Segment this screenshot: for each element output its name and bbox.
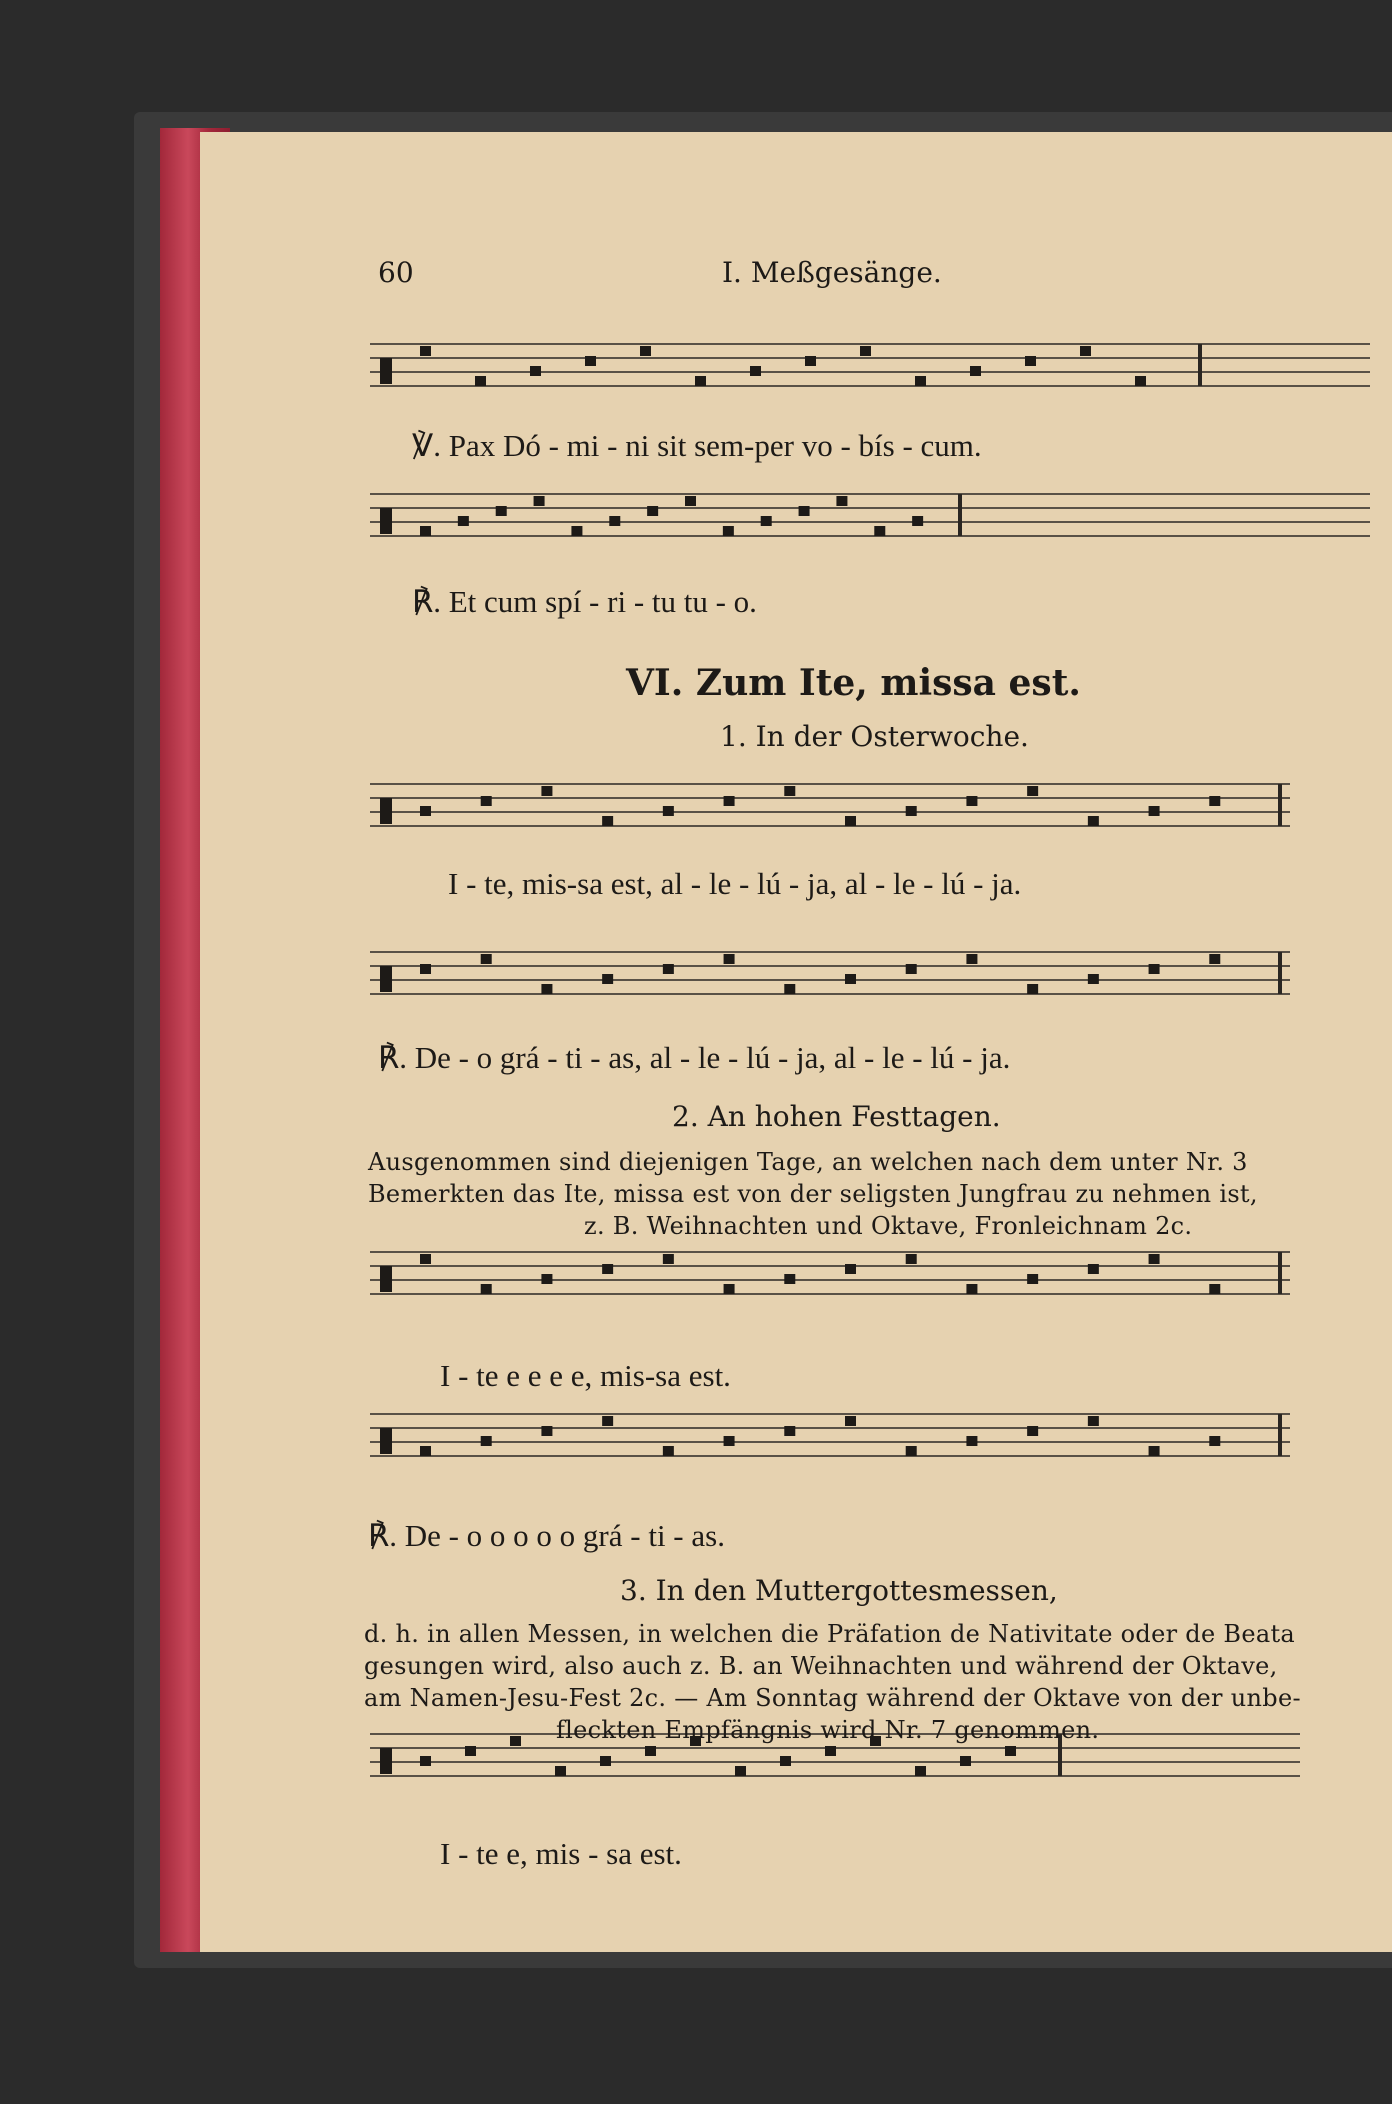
- neume: [420, 806, 431, 816]
- neume: [860, 346, 871, 356]
- neume: [784, 1274, 795, 1284]
- neume: [541, 984, 552, 994]
- neume: [1088, 1264, 1099, 1274]
- neume: [723, 526, 734, 536]
- neume: [724, 1436, 735, 1446]
- neume: [647, 506, 658, 516]
- sub3-versicle: I - te e, mis - sa est.: [440, 1836, 682, 1871]
- neume: [1149, 964, 1160, 974]
- neume: [966, 1436, 977, 1446]
- neume: [663, 1446, 674, 1456]
- clef-mark: [380, 798, 392, 824]
- sub1-response: ℟. De - o grá - ti - as, al - le - lú - ja, al - le - lú - ja.: [378, 1040, 1011, 1075]
- neume: [420, 1254, 431, 1264]
- neume: [1088, 816, 1099, 826]
- neume: [724, 954, 735, 964]
- neume: [420, 346, 431, 356]
- neume: [780, 1756, 791, 1766]
- neume: [845, 816, 856, 826]
- neume: [571, 526, 582, 536]
- neume: [481, 954, 492, 964]
- neume: [966, 796, 977, 806]
- clef-mark: [380, 1748, 392, 1774]
- neume: [496, 506, 507, 516]
- neume: [825, 1746, 836, 1756]
- sub2-note-line-1: Ausgenommen sind diejenigen Tage, an welchen nach dem unter Nr. 3: [368, 1148, 1248, 1176]
- neume: [663, 806, 674, 816]
- neume: [845, 1416, 856, 1426]
- neume: [915, 1766, 926, 1776]
- neume: [481, 796, 492, 806]
- neume: [534, 496, 545, 506]
- neume: [475, 376, 486, 386]
- sub2-response: ℟. De - o o o o o grá - ti - as.: [368, 1518, 725, 1553]
- neume: [555, 1766, 566, 1776]
- neume: [906, 964, 917, 974]
- chant1-versicle: ℣. Pax Dó - mi - ni sit sem-per vo - bís - cum.: [412, 428, 982, 463]
- clef-mark: [380, 508, 392, 534]
- sub3-note-line-4: fleckten Empfängnis wird Nr. 7 genommen.: [556, 1716, 1100, 1744]
- neume: [1149, 1254, 1160, 1264]
- neume: [541, 1426, 552, 1436]
- neume: [960, 1756, 971, 1766]
- neume: [784, 786, 795, 796]
- neume: [645, 1746, 656, 1756]
- sub2-note-line-3: z. B. Weihnachten und Oktave, Fronleichnam 2c.: [584, 1212, 1193, 1240]
- neume: [663, 964, 674, 974]
- sub2-heading: 2. An hohen Festtagen.: [672, 1100, 1001, 1133]
- neume: [845, 974, 856, 984]
- neume: [735, 1766, 746, 1776]
- neume: [465, 1746, 476, 1756]
- neume: [906, 1446, 917, 1456]
- neume: [1135, 376, 1146, 386]
- neume: [874, 526, 885, 536]
- neume: [970, 366, 981, 376]
- neume: [541, 786, 552, 796]
- neume: [1149, 806, 1160, 816]
- sub1-heading: 1. In der Osterwoche.: [720, 720, 1029, 753]
- book-page: [200, 132, 1392, 1952]
- neume: [845, 1264, 856, 1274]
- sub3-note-line-2: gesungen wird, also auch z. B. an Weihnachten und während der Oktave,: [364, 1652, 1278, 1680]
- neume: [1027, 1426, 1038, 1436]
- neume: [1025, 356, 1036, 366]
- neume: [609, 516, 620, 526]
- neume: [1027, 984, 1038, 994]
- neume: [966, 1284, 977, 1294]
- neume: [1209, 1284, 1220, 1294]
- neume: [724, 796, 735, 806]
- neume: [458, 516, 469, 526]
- section-title: VI. Zum Ite, missa est.: [626, 662, 1081, 704]
- clef-mark: [380, 1266, 392, 1292]
- running-title: I. Meßgesänge.: [722, 256, 942, 289]
- neume: [761, 516, 772, 526]
- neume: [912, 516, 923, 526]
- neume: [784, 984, 795, 994]
- page-number: 60: [378, 256, 414, 289]
- neume: [602, 974, 613, 984]
- neume: [906, 806, 917, 816]
- neume: [640, 346, 651, 356]
- neume: [799, 506, 810, 516]
- chant1-response: ℟. Et cum spí - ri - tu tu - o.: [412, 584, 757, 619]
- neume: [915, 376, 926, 386]
- neume: [602, 1416, 613, 1426]
- neume: [1209, 1436, 1220, 1446]
- neume: [481, 1284, 492, 1294]
- neume: [836, 496, 847, 506]
- neume: [602, 816, 613, 826]
- neume: [481, 1436, 492, 1446]
- neume: [420, 1756, 431, 1766]
- neume: [695, 376, 706, 386]
- clef-mark: [380, 966, 392, 992]
- neume: [420, 964, 431, 974]
- neume: [750, 366, 761, 376]
- neume: [1209, 796, 1220, 806]
- clef-mark: [380, 1428, 392, 1454]
- neume: [966, 954, 977, 964]
- sub3-note-line-3: am Namen-Jesu-Fest 2c. — Am Sonntag während der Oktave von der unbe-: [364, 1684, 1301, 1712]
- neume: [685, 496, 696, 506]
- neume: [784, 1426, 795, 1436]
- neume: [1209, 954, 1220, 964]
- neume: [602, 1264, 613, 1274]
- neume: [1027, 786, 1038, 796]
- sub2-versicle: I - te e e e e, mis-sa est.: [440, 1358, 731, 1393]
- sub1-versicle: I - te, mis-sa est, al - le - lú - ja, al - le - lú - ja.: [448, 866, 1022, 901]
- neume: [906, 1254, 917, 1264]
- neume: [1027, 1274, 1038, 1284]
- clef-mark: [380, 358, 392, 384]
- neume: [541, 1274, 552, 1284]
- neume: [1088, 974, 1099, 984]
- neume: [1088, 1416, 1099, 1426]
- neume: [585, 356, 596, 366]
- neume: [420, 1446, 431, 1456]
- neume: [510, 1736, 521, 1746]
- neume: [530, 366, 541, 376]
- neume: [663, 1254, 674, 1264]
- neume: [1005, 1746, 1016, 1756]
- sub3-note-line-1: d. h. in allen Messen, in welchen die Präfation de Nativitate oder de Beata: [364, 1620, 1295, 1648]
- neume: [724, 1284, 735, 1294]
- neume: [600, 1756, 611, 1766]
- sub3-heading: 3. In den Muttergottesmessen,: [620, 1574, 1058, 1607]
- neume: [1149, 1446, 1160, 1456]
- neume: [420, 526, 431, 536]
- neume: [1080, 346, 1091, 356]
- sub2-note-line-2: Bemerkten das Ite, missa est von der seligsten Jungfrau zu nehmen ist,: [368, 1180, 1258, 1208]
- neume: [805, 356, 816, 366]
